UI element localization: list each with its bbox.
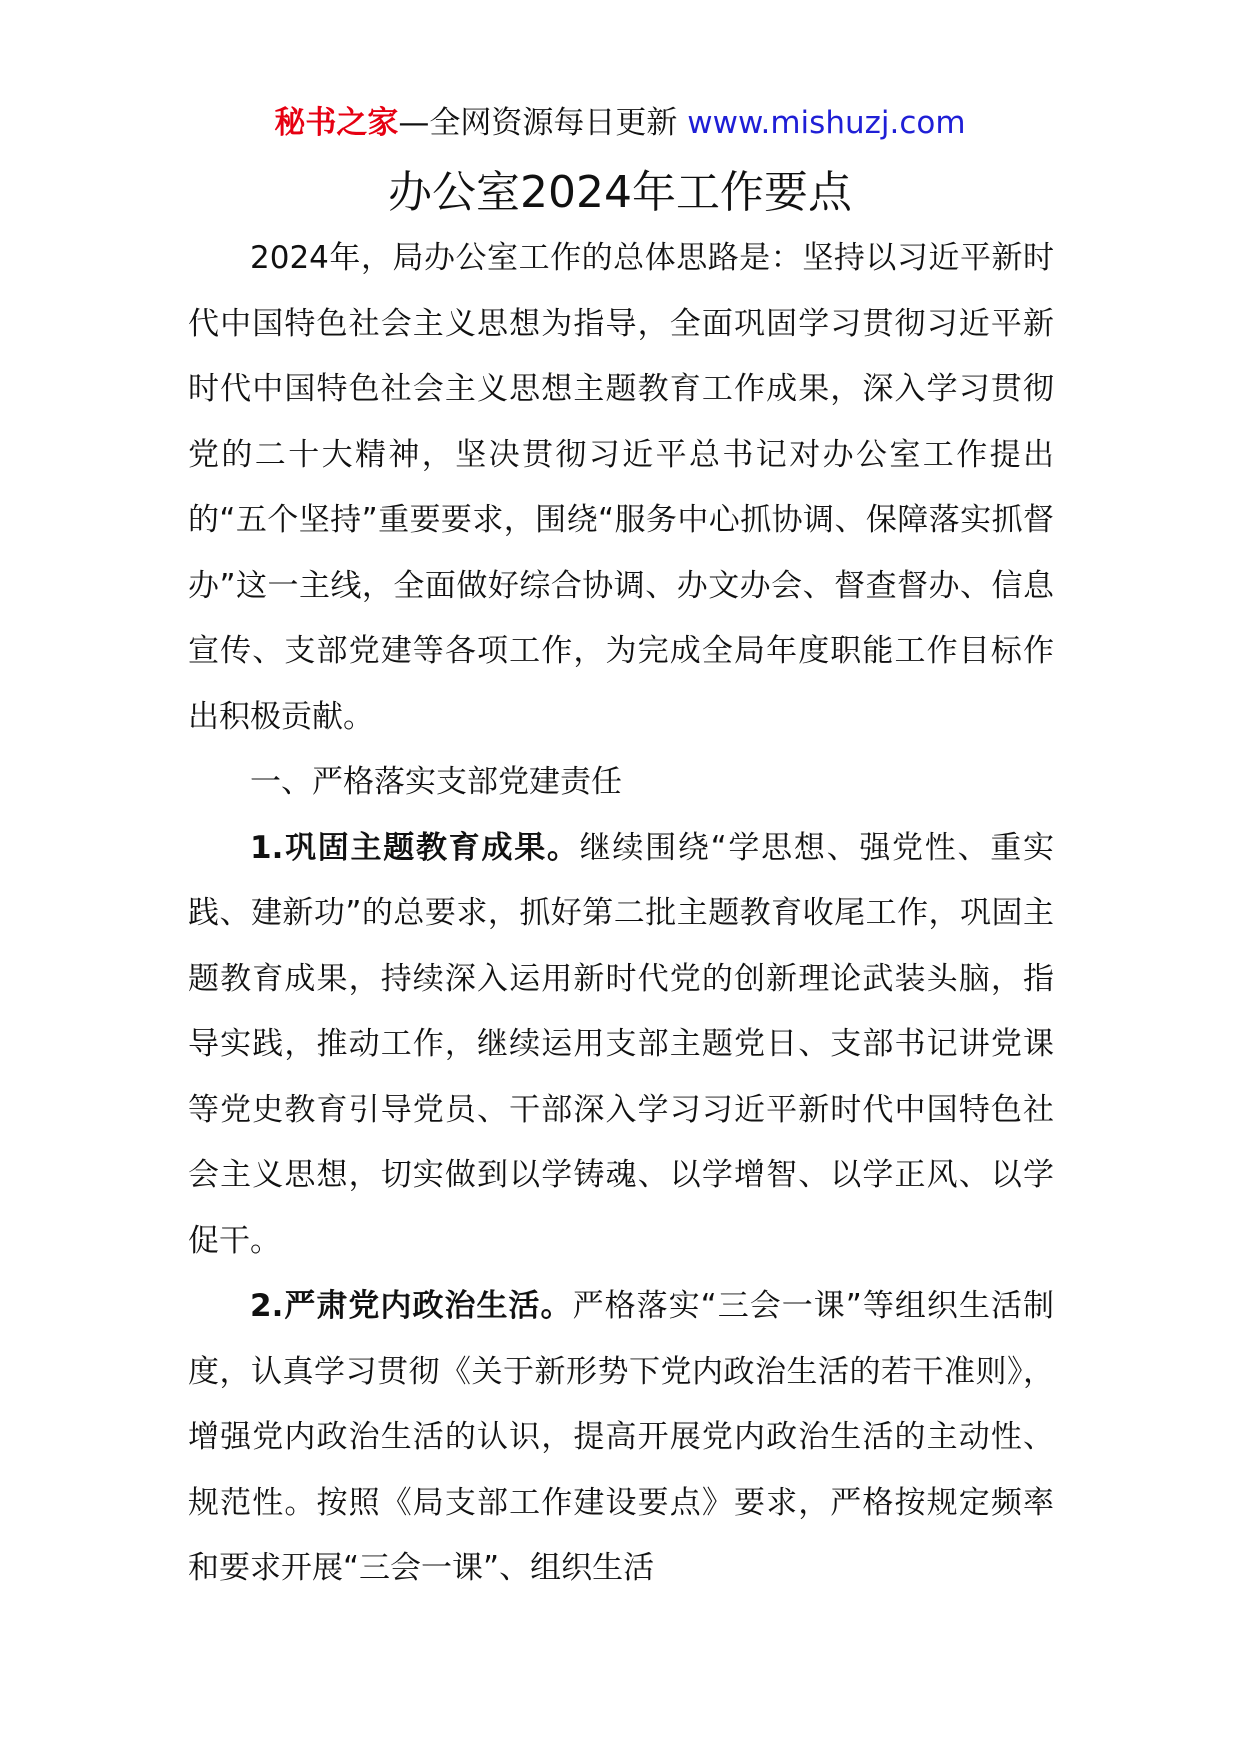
site-url: www.mishuzj.com — [687, 105, 966, 141]
document-body — [188, 226, 1054, 1602]
item-lead-2: 2.严肃党内政治生活。 — [250, 1288, 573, 1324]
intro-paragraph: 2024年，局办公室工作的总体思路是：坚持以习近平新时代中国特色社会主义思想为指导，全面巩固学习贯彻习近平新时代中国特色社会主义思想主题教育工作成果，深入学习贯彻党的二十大精神，坚决贯彻习近平总书记对办公室工作提出的“五个坚持”重要要求，围绕“服务中心抓协调、保障落实抓督办”这一主线，全面做好综合协调、办文办会、督查督办、信息宣传、支部党建等各项工作，为完成全局年度职能工作目标作出积极贡献。 — [188, 240, 1054, 735]
section-heading: 一、严格落实支部党建责任 — [250, 764, 622, 800]
item-text-2: 严格落实“三会一课”等组织生活制度，认真学习贯彻《关于新形势下党内政治生活的若干准则》，增强党内政治生活的认识，提高开展党内政治生活的主动性、规范性。按照《局支部工作建设要点》要求，严格按规定频率和要求开展“三会一课”、组织生活 — [188, 1288, 1054, 1586]
brand-name: 秘书之家 — [274, 105, 399, 141]
item-paragraph-1 — [188, 816, 1054, 1275]
item-text-1: 继续围绕“学思想、强党性、重实践、建新功”的总要求，抓好第二批主题教育收尾工作，巩固主题教育成果，持续深入运用新时代党的创新理论武装头脑，指导实践，推动工作，继续运用支部主题党日、支部书记讲党课等党史教育引导党员、干部深入学习习近平新时代中国特色社会主义思想，切实做到以学铸魂、以学增智、以学正风、以学促干。 — [188, 829, 1054, 1259]
header-tagline: —全网资源每日更新 — [398, 105, 688, 141]
item-lead-1: 1.巩固主题教育成果。 — [250, 829, 580, 866]
item-paragraph-2 — [188, 1274, 1054, 1602]
document-title: 办公室2024年工作要点 — [388, 167, 852, 218]
watermark-header — [0, 100, 1240, 146]
